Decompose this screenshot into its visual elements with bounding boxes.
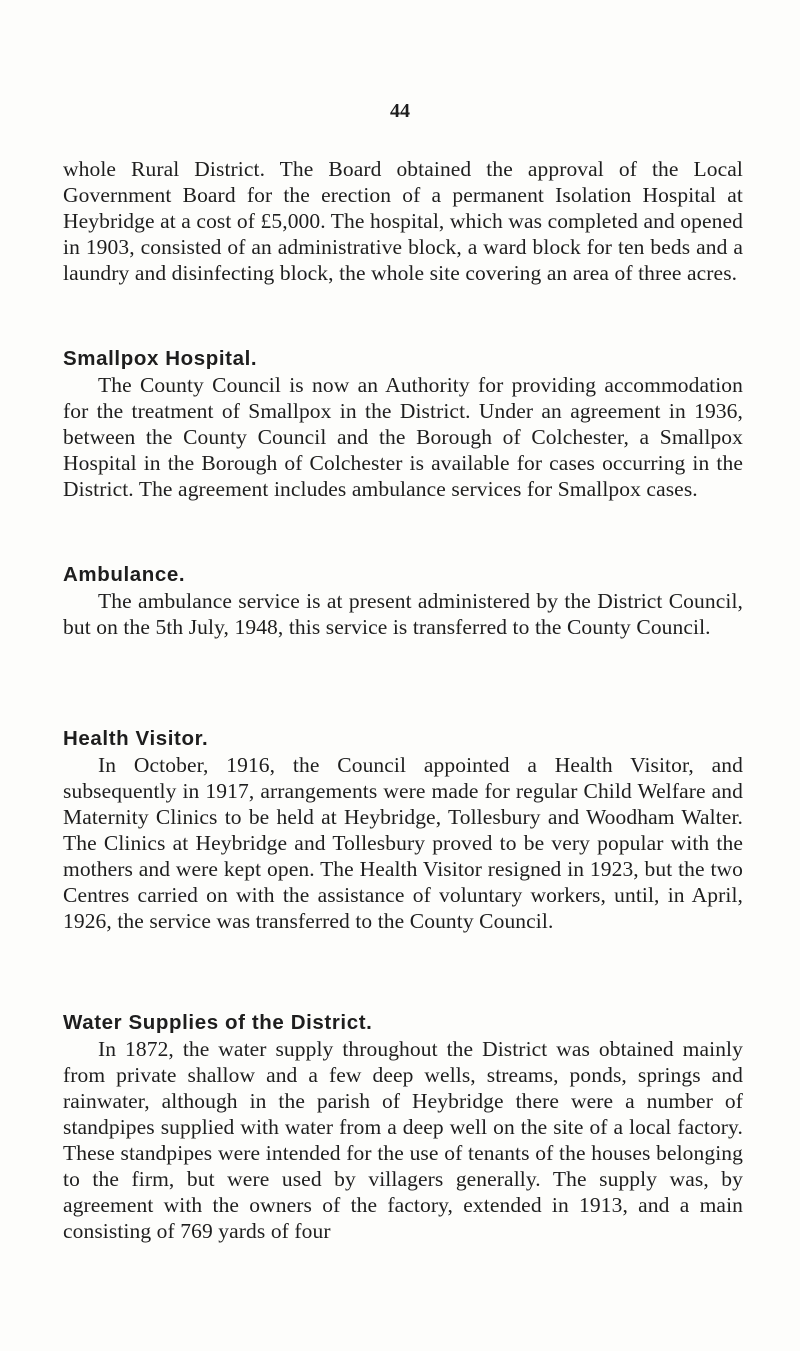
heading-health-visitor: Health Visitor.	[63, 727, 209, 750]
paragraph-isolation-hospital: whole Rural District. The Board obtained the approval of the Local Government Board for the erection of a permanent Isolation Hospital at Heybridge at a cost of £5,000. The hospital, which was completed and opened in 1903, consisted of an administrative block, a ward block for ten beds and a laundry and disinfecting block, the whole site covering an area of three acres.	[63, 157, 743, 285]
paragraph-water-supplies: In 1872, the water supply throughout the District was obtained mainly from private shallow and a few deep wells, streams, ponds, springs and rainwater, although in the parish of Heybridge there were a number of standpipes supplied with water from a deep well on the site of a local factory. These standpipes were intended for the use of tenants of the houses belonging to the firm, but were used by villagers generally. The supply was, by agreement with the owners of the factory, extended in 1913, and a main consisting of 769 yards of four	[63, 1037, 743, 1243]
page-number: 44	[390, 100, 410, 122]
heading-water-supplies: Water Supplies of the District.	[63, 1011, 373, 1034]
paragraph-health-visitor: In October, 1916, the Council appointed a Health Visitor, and subsequently in 1917, arrangements were made for regular Child Welfare and Maternity Clinics to be held at Heybridge, Tollesbury and Woodham Walter. The Clinics at Heybridge and Tollesbury proved to be very popular with the mothers and were kept open. The Health Visitor resigned in 1923, but the two Centres carried on with the assistance of voluntary workers, until, in April, 1926, the service was transferred to the County Council.	[63, 753, 743, 933]
heading-ambulance: Ambulance.	[63, 563, 186, 586]
paragraph-smallpox-hospital: The County Council is now an Authority for providing accommodation for the treatment of Smallpox in the District. Under an agreement in 1936, between the County Council and the Borough of Colchester, a Smallpox Hospital in the Borough of Colchester is available for cases occurring in the District. The agreement includes ambulance services for Smallpox cases.	[63, 373, 743, 501]
heading-smallpox-hospital: Smallpox Hospital.	[63, 347, 258, 370]
paragraph-ambulance: The ambulance service is at present administered by the District Council, but on the 5th July, 1948, this service is transferred to the County Council.	[63, 589, 743, 639]
